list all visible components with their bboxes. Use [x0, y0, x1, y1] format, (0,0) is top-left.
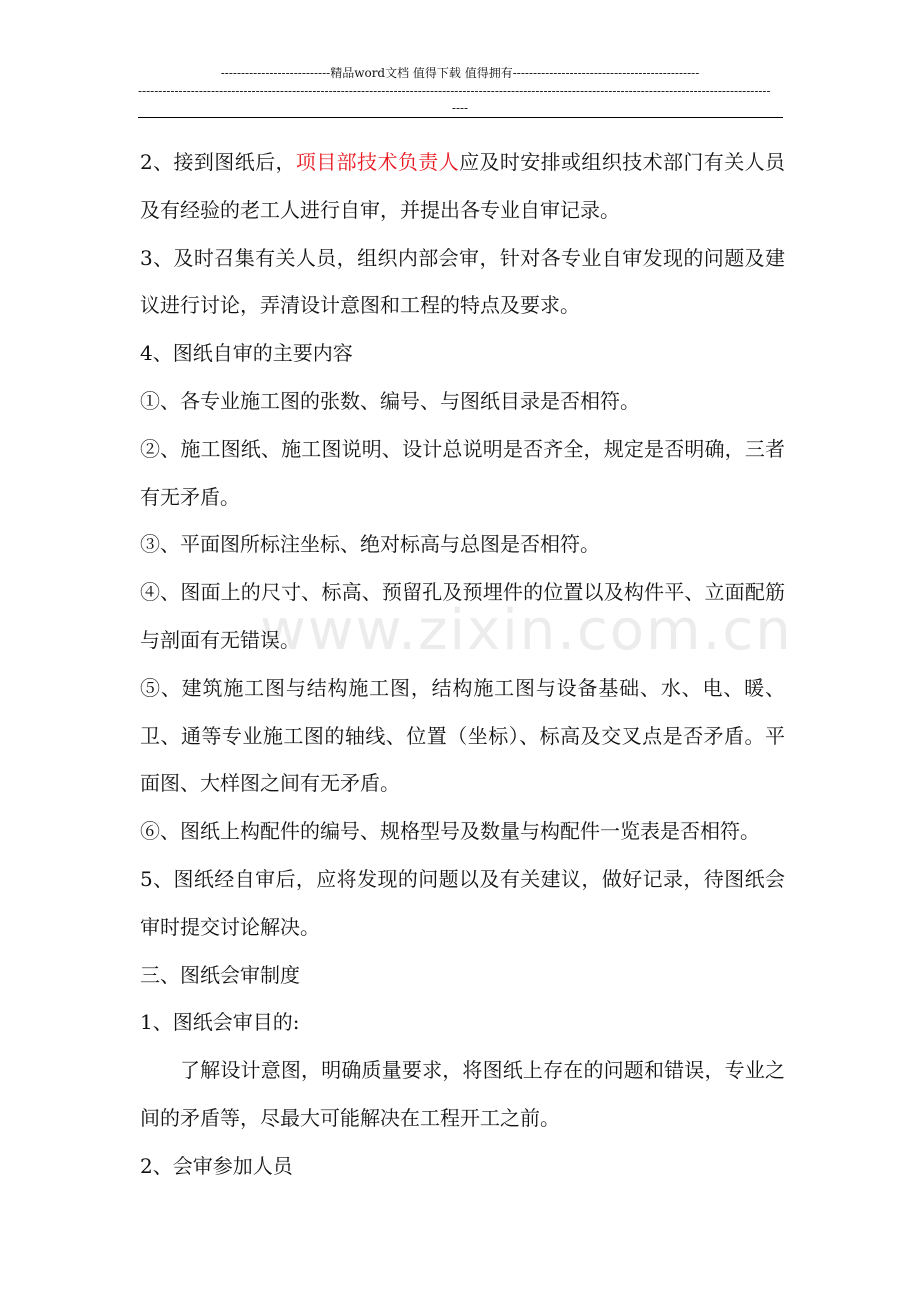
header-dash-line: ------------------------------------------------------------------------------------------------------------------------------------------------------------	[138, 84, 771, 98]
purpose-text: 了解设计意图，明确质量要求，将图纸上存在的问题和错误，专业之间的矛盾等，尽最大可能解决在工程开工之前。	[140, 1058, 785, 1130]
highlighted-role: 项目部技术负责人	[295, 150, 460, 174]
subsection-purpose: 1、图纸会审目的:	[140, 1010, 300, 1035]
section-heading: 三、图纸会审制度	[140, 962, 300, 987]
list-item-3: ③、平面图所标注坐标、绝对标高与总图是否相符。	[140, 532, 600, 557]
header-dash-tail: ----	[451, 101, 469, 115]
header-rule	[138, 117, 783, 118]
paragraph-item-2-suffix: 应及时安排或组织技术部门有关人员及有经验的老工人进行自审，并提出各专业自审记录。	[140, 150, 785, 222]
list-item-6: ⑥、图纸上构配件的编号、规格型号及数量与构配件一览表是否相符。	[140, 819, 760, 844]
paragraph-item-2	[140, 139, 785, 235]
subsection-participants: 2、会审参加人员	[140, 1153, 293, 1178]
paragraph-item-5: 5、图纸经自审后，应将发现的问题以及有关建议，做好记录，待图纸会审时提交讨论解决。	[140, 866, 785, 939]
paragraph-item-4-heading: 4、图纸自审的主要内容	[140, 341, 353, 366]
list-item-2: ②、施工图纸、施工图说明、设计总说明是否齐全，规定是否明确，三者有无矛盾。	[140, 436, 785, 509]
list-item-1: ①、各专业施工图的张数、编号、与图纸目录是否相符。	[140, 388, 640, 413]
document-body	[140, 139, 785, 1191]
list-item-4: ④、图面上的尺寸、标高、预留孔及预埋件的位置以及构件平、立面配筋与剖面有无错误。	[140, 580, 785, 652]
header-banner: ---------------------------精品word文档 值得下载 值得拥有----------------------------------------------	[220, 66, 700, 80]
list-item-5: ⑤、建筑施工图与结构施工图，结构施工图与设备基础、水、电、暖、卫、通等专业施工图的轴线、位置（坐标）、标高及交叉点是否矛盾。平面图、大样图之间有无矛盾。	[140, 675, 785, 796]
paragraph-item-3: 3、及时召集有关人员，组织内部会审，针对各专业自审发现的问题及建议进行讨论，弄清设计意图和工程的特点及要求。	[140, 245, 785, 318]
watermark: www.zixin.com.cn	[260, 598, 793, 663]
paragraph-item-2-prefix: 2、接到图纸后，	[140, 150, 296, 174]
